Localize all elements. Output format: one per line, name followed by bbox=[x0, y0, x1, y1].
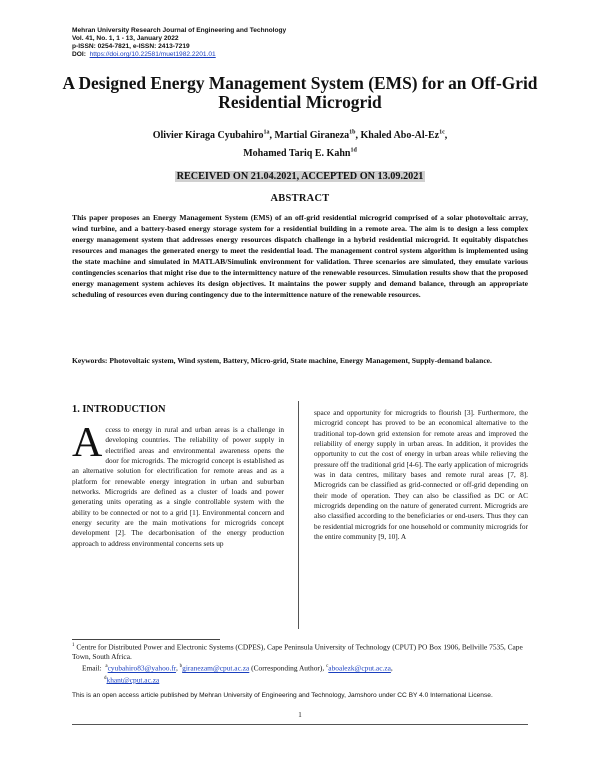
page-number: 1 bbox=[298, 711, 302, 719]
abstract-heading: ABSTRACT bbox=[270, 193, 330, 204]
journal-header bbox=[72, 27, 286, 59]
email-link-a[interactable]: cyubahiro83@yahoo.fr bbox=[107, 663, 176, 673]
column-divider bbox=[298, 401, 299, 629]
doi-link[interactable]: https://doi.org/10.22581/muet1982.2201.01 bbox=[89, 51, 216, 58]
issn-info: p-ISSN: 0254-7821, e-ISSN: 2413-7219 bbox=[72, 43, 190, 50]
section-heading-introduction: 1. INTRODUCTION bbox=[72, 404, 166, 415]
author-1: Olivier Kiraga Cyubahiro$^{1a}$, bbox=[152, 130, 275, 142]
drop-cap: A bbox=[72, 420, 103, 466]
paper-title: A Designed Energy Management System (EMS) for an Off-Grid Residential Microgrid bbox=[62, 73, 538, 112]
affiliation: $^1$ Centre for Distributed Power and Electronic Systems (CDPES), Cape Peninsula University of Technology (CPUT) PO Box 1906, Bellville 7535, Cape Town, South Africa. bbox=[72, 642, 523, 662]
license-note: This is an open access article published by Mehran University of Engineering and Technology, Jamshoro under CC BY 4.0 International License. bbox=[72, 692, 493, 699]
received-date: RECEIVED ON 21.04.2021, ACCEPTED ON 13.09.2021 bbox=[176, 171, 424, 182]
intro-column-right bbox=[314, 408, 528, 542]
author-list bbox=[60, 126, 540, 161]
abstract-text: This paper proposes an Energy Management System (EMS) of an off-grid residential microgrid comprised of a solar photovoltaic array, wind turbine, and a battery-based energy storage system for a residential building in a remote area. The aim is to design a less complex energy management system that addresses energy resources dispatch challenge in a hybrid residential microgrid. It equitably dispatches resources and manages the generated energy to meet the residential load. The management control system algorithm is implemented using the state machine and simulated in MATLAB/Simulink environment for validation. Three scenarios are simulated, they emulate various contingencies scenarios that might rise due to the intermittency nature of the renewable resources. Simulation results show that the proposed energy management system achieves its design objectives. It maintains the power supply and demand balance, through an appropriate scheduling of resources even during contingency due to the intermittence nature of the renewable resources. bbox=[72, 213, 528, 300]
doi-line bbox=[72, 51, 286, 59]
email-link-c[interactable]: aboalezk@cput.ac.za bbox=[328, 663, 391, 673]
author-4: Mohamed Tariq E. Kahn$^{1d}$ bbox=[243, 147, 357, 159]
volume-info: Vol. 41, No. 1, 1 - 13, January 2022 bbox=[72, 35, 179, 42]
intro-text-left: ccess to energy in rural and urban areas is a challenge in developing countries. The reliability of power supply in electrified areas and environmental awareness opens the door for microgrids. The microgrid concept is established as an alternative solution for electrification for remote areas and as a platform for renewable energy integration in urban and suburban networks. Microgrids are defined as a cluster of loads and power generating units operating as a single controllable system with the ability to be connected or not to a grid [1]. Environmental concern and energy security are the main motivations for microgrids concept development [2]. The decarbonisation of the energy production approach to address environmental concerns sets up bbox=[72, 425, 284, 548]
author-2: Martial Giraneza$^{1b}$, bbox=[274, 130, 361, 142]
email-link-d[interactable]: khant@cput.ac.za bbox=[106, 675, 160, 685]
journal-name: Mehran University Research Journal of Engineering and Technology bbox=[72, 27, 287, 34]
email-line: Email: $^a$cyubahiro83@yahoo.fr, $^b$giranezam@cput.ac.za (Corresponding Author), $^c$aboalezk@cput.ac.za, $^d$khant@cput.ac.za bbox=[82, 663, 393, 685]
intro-text-right: space and opportunity for microgrids to flourish [3]. Furthermore, the microgrid concept has proved to be an economical alternative to the traditional top-down grid extension for remote areas and improved the reliability of energy supply in urban areas. In addition, it provides the opportunity to cut the cost of energy in urban areas while relieving the pressure off the traditional grid [4-6]. The early application of microgrids was in data centres, military bases and remote rural areas [7, 8]. Microgrids can be classified as grid-connected or off-grid depending on their mode of operation. They can also be classified as DC or AC microgrids depending on the nature of generated current. Microgrids are also classified according to the beneficiaries or end-users. Thus they can be residential microgrids for one household or community microgrids for the entire community [9, 10]. A bbox=[314, 408, 528, 542]
email-link-b[interactable]: giranezam@cput.ac.za bbox=[182, 663, 250, 673]
doi-label: DOI: bbox=[72, 51, 86, 58]
author-3: Khaled Abo-$Al-Ez^{1c}$, bbox=[360, 130, 448, 142]
footnote bbox=[72, 641, 528, 685]
keywords: Keywords: Photovoltaic system, Wind system, Battery, Micro-grid, State machine, Energy Management, Supply-demand balance. bbox=[72, 356, 492, 365]
bottom-rule bbox=[72, 724, 528, 725]
footnote-rule bbox=[72, 639, 220, 640]
intro-column-left bbox=[72, 420, 284, 549]
